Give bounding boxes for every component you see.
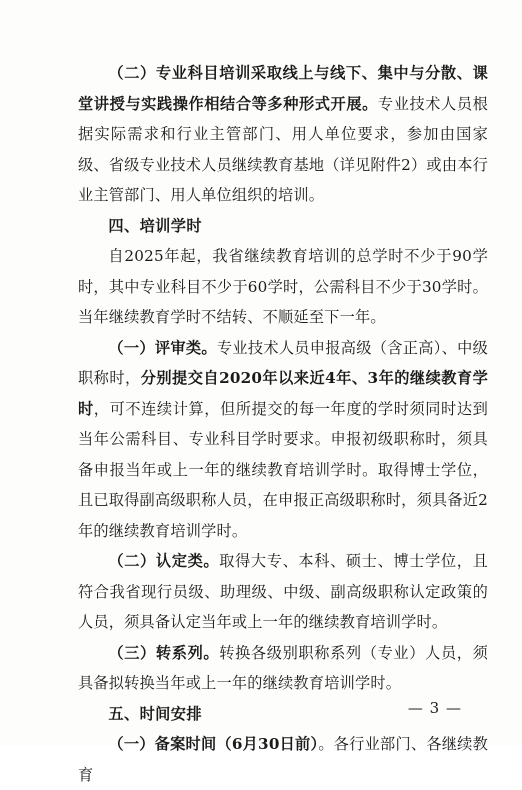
paragraph-total-hours: 自2025年起，我省继续教育培训的总学时不少于90学时，其中专业科目不少于60学时，公需科目不少于30学时。当年继续教育学时不结转、不顺延至下一年。	[78, 247, 488, 326]
paragraph-lead: （一）备案时间（6月30日前）	[108, 735, 319, 753]
paragraph-training-format	[78, 58, 488, 211]
page-number: — 3 —	[407, 699, 462, 717]
paragraph-text: 专业技术人员申报高级（含正高）、中级职称时，	[78, 338, 489, 387]
paragraph-lead: （二）专业科目培训采取线上与线下、集中与分散、课堂讲授与实践操作相结合等多种形式开展。	[78, 64, 488, 113]
paragraph-review-category	[78, 333, 488, 547]
paragraph-filing-time	[78, 729, 488, 790]
paragraph-recognition-category	[78, 546, 488, 638]
section-heading-schedule: 五、时间安排	[108, 704, 202, 723]
paragraph-text: 取得大专、本科、硕士、博士学位，且符合我省现行员级、助理级、中级、副高级职称认定政策的人员，须具备认定当年或上一年的继续教育培训学时。	[78, 552, 489, 631]
paragraph-lead: （三）转系列。	[108, 643, 220, 662]
paragraph-text: 专业技术人员根据实际需求和行业主管部门、用人单位要求，参加由国家级、省级专业技术人员继续教育基地（详见附件2）或由本行业主管部门、用人单位组织的培训。	[78, 94, 488, 204]
paragraph-lead: （一）评审类。	[108, 338, 217, 357]
paragraph-lead: （二）认定类。	[108, 552, 220, 570]
paragraph-emphasis: 分别提交自2020年以来近4年、3年的继续教育学时	[78, 369, 488, 418]
document-body	[78, 58, 488, 790]
paragraph-text: 。各行业部门、各继续教育	[78, 735, 489, 784]
section-heading-training-hours: 四、培训学时	[108, 216, 202, 235]
paragraph-text: ，可不连续计算，但所提交的每一年度的学时须同时达到当年公需科目、专业科目学时要求。申报初级职称时，须具备申报当年或上一年的继续教育培训学时。取得博士学位，且已取得副高级职称人员，在申报正高级职称时，须具备近2年的继续教育培训学时。	[78, 399, 489, 540]
paragraph-text: 转换各级别职称系列（专业）人员，须具备拟转换当年或上一年的继续教育培训学时。	[78, 643, 489, 692]
paragraph-series-transfer	[78, 638, 488, 699]
